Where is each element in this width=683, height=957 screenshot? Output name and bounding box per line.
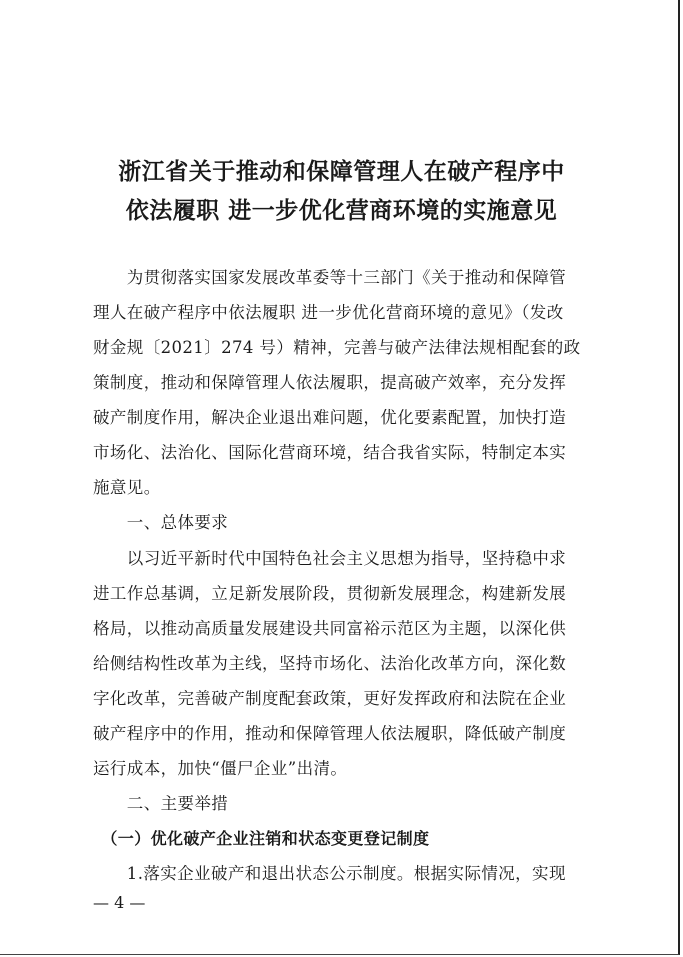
intro-line-1: 为贯彻落实国家发展改革委等十三部门《关于推动和保障管 xyxy=(93,268,567,287)
section-2-subheading: （一）优化破产企业注销和状态变更登记制度 xyxy=(93,829,430,848)
section-1-line-3: 格局，以推动高质量发展建设共同富裕示范区为主题，以深化供 xyxy=(93,619,567,638)
section-1-line-6: 破产程序中的作用，推动和保障管理人依法履职，降低破产制度 xyxy=(93,724,567,743)
section-1-line-1: 以习近平新时代中国特色社会主义思想为指导，坚持稳中求 xyxy=(93,549,567,568)
intro-line-7: 施意见。 xyxy=(93,478,161,497)
section-2-heading: 二、主要举措 xyxy=(93,794,229,813)
section-1-heading: 一、总体要求 xyxy=(93,513,229,532)
document-title-line-1: 浙江省关于推动和保障管理人在破产程序中 xyxy=(118,159,565,185)
section-1-line-4: 给侧结构性改革为主线，坚持市场化、法治化改革方向，深化数 xyxy=(93,654,567,673)
intro-line-5: 破产制度作用，解决企业退出难问题，优化要素配置，加快打造 xyxy=(93,408,567,427)
intro-line-6: 市场化、法治化、国际化营商环境，结合我省实际，特制定本实 xyxy=(93,443,567,462)
intro-line-4: 策制度，推动和保障管理人依法履职，提高破产效率，充分发挥 xyxy=(93,373,567,392)
intro-line-3: 财金规〔2021〕274 号）精神，完善与破产法律法规相配套的政 xyxy=(93,338,581,357)
section-2-item-1: 1.落实企业破产和退出状态公示制度。根据实际情况，实现 xyxy=(93,864,566,883)
page-number: — 4 — xyxy=(93,893,146,912)
intro-line-2: 理人在破产程序中依法履职 进一步优化营商环境的意见》（发改 xyxy=(93,303,564,322)
section-1-line-7: 运行成本，加快“僵尸企业”出清。 xyxy=(93,759,348,778)
section-1-line-5: 字化改革，完善破产制度配套政策，更好发挥政府和法院在企业 xyxy=(93,689,567,708)
document-title-line-2: 依法履职 进一步优化营商环境的实施意见 xyxy=(125,198,558,224)
section-1-line-2: 进工作总基调，立足新发展阶段，贯彻新发展理念，构建新发展 xyxy=(93,584,567,603)
